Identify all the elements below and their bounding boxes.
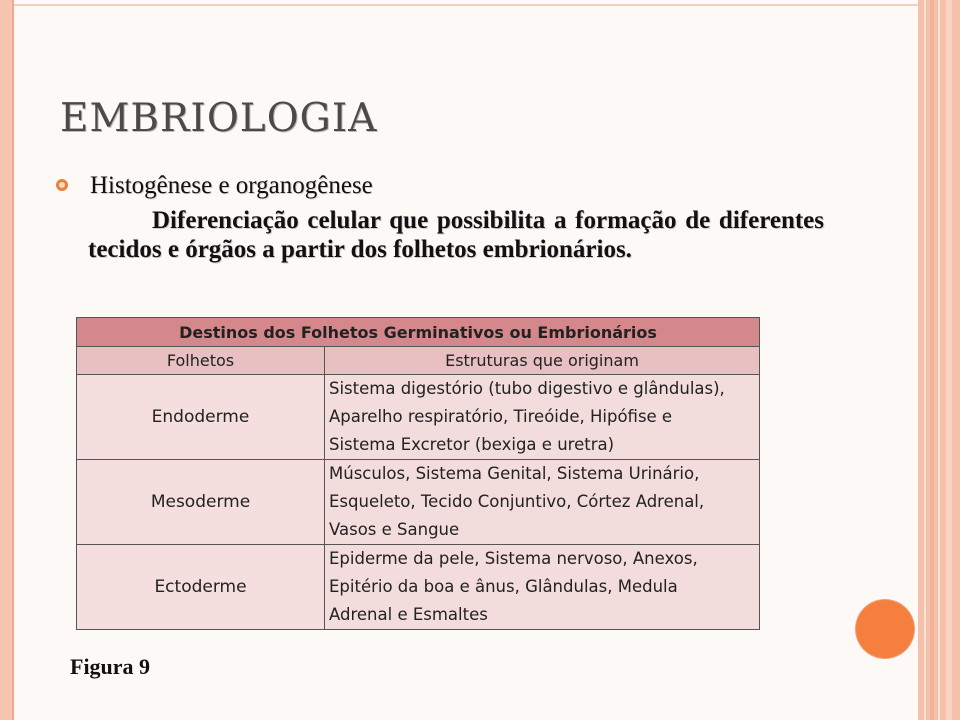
top-border-decoration — [14, 4, 918, 6]
circle-bullet-icon — [56, 179, 68, 191]
estrutura-cell — [325, 460, 760, 545]
orange-circle-decoration — [856, 600, 914, 658]
table-header-row — [77, 347, 760, 375]
bullet-text: Histogênese e organogênese — [90, 172, 373, 199]
folheto-cell: Endoderme — [77, 375, 325, 460]
estrutura-line: Adrenal e Esmaltes — [329, 605, 488, 624]
left-border-decoration — [0, 0, 12, 720]
table-row — [77, 375, 760, 460]
estrutura-line: Vasos e Sangue — [329, 520, 460, 539]
germ-layers-table — [76, 317, 760, 630]
estrutura-line: Epiderme da pele, Sistema nervoso, Anexos, — [329, 549, 698, 568]
estrutura-line: Epitério da boa e ânus, Glândulas, Medula — [329, 577, 678, 596]
column-header-estruturas: Estruturas que originam — [325, 347, 760, 375]
estrutura-cell — [325, 375, 760, 460]
figure-label: Figura 9 — [70, 654, 151, 679]
table-row — [77, 460, 760, 545]
estrutura-cell — [325, 545, 760, 630]
estrutura-line: Aparelho respiratório, Tireóide, Hipófise e — [329, 407, 673, 426]
estrutura-line: Sistema digestório (tubo digestivo e glândulas), — [329, 379, 725, 398]
table-caption-row — [77, 318, 760, 347]
folheto-cell: Ectoderme — [77, 545, 325, 630]
column-header-folhetos: Folhetos — [77, 347, 325, 375]
slide-title: EMBRIOLOGIA — [60, 96, 378, 141]
estrutura-line: Esqueleto, Tecido Conjuntivo, Córtez Adrenal, — [329, 492, 705, 511]
right-stripe-decoration — [918, 0, 960, 720]
body-paragraph: Diferenciação celular que possibilita a formação de diferentes tecidos e órgãos a partir dos folhetos embrionários. — [88, 207, 824, 263]
table-row — [77, 545, 760, 630]
folheto-cell: Mesoderme — [77, 460, 325, 545]
table-title: Destinos dos Folhetos Germinativos ou Embrionários — [77, 318, 760, 347]
estrutura-line: Sistema Excretor (bexiga e uretra) — [329, 435, 615, 454]
estrutura-line: Músculos, Sistema Genital, Sistema Urinário, — [329, 464, 700, 483]
